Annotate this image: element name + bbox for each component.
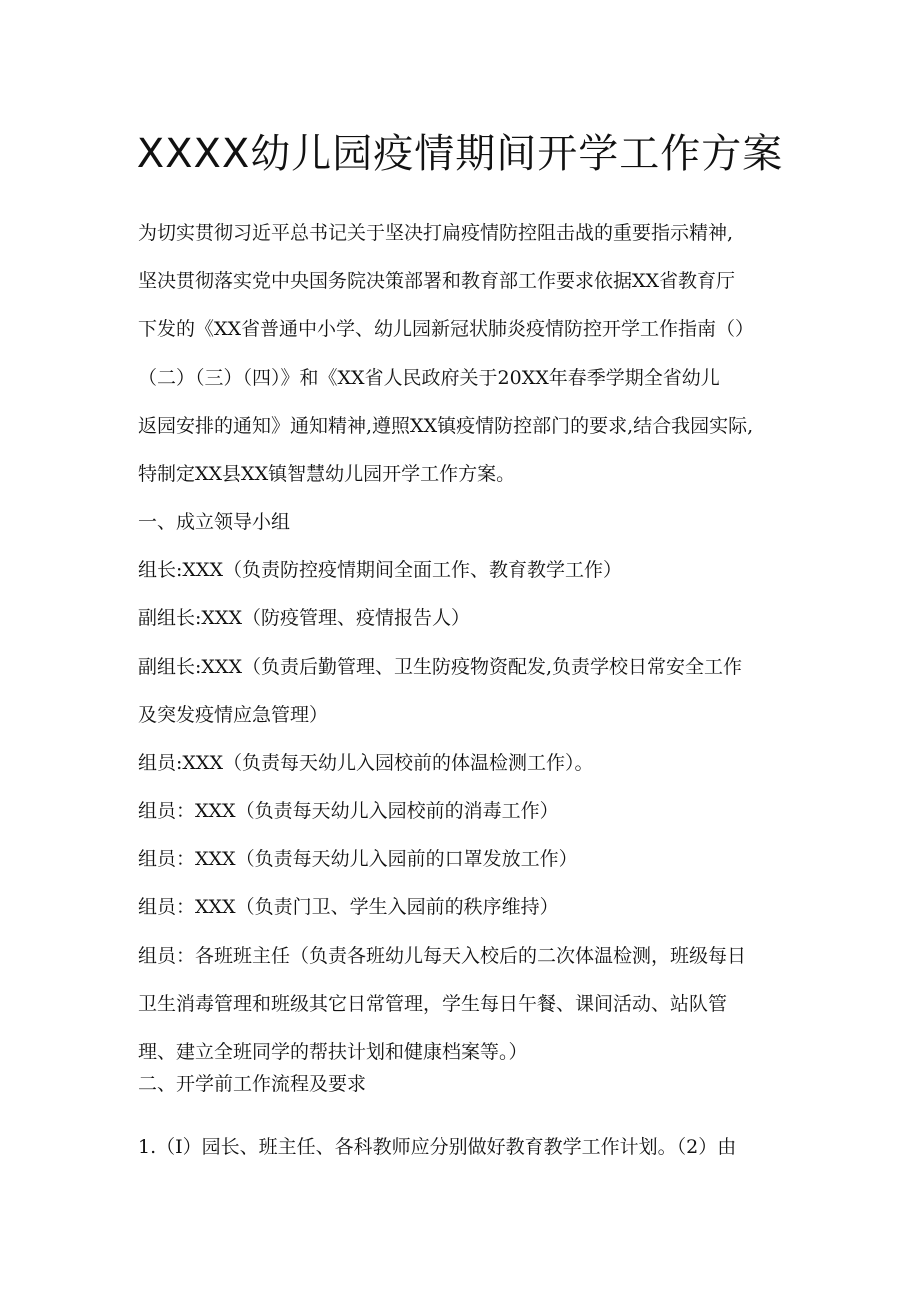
intro-line-3: 下发的《XX省普通中小学、幼儿园新冠状肺炎疫情防控开学工作指南（） [138, 318, 755, 340]
member-line: 组员：XXX（负责每天幼儿入园前的口罩发放工作） [138, 848, 578, 870]
member-line: 及突发疫情应急管理） [138, 704, 329, 726]
intro-line-5: 返园安排的通知》通知精神,遵照XX镇疫情防控部门的要求,结合我园实际, [138, 415, 754, 437]
member-line: 组员:XXX（负责每天幼儿入园校前的体温检测工作）。 [138, 752, 594, 774]
workflow-line: 1.（I）园长、班主任、各科教师应分别做好教育教学工作计划。（2）由 [138, 1136, 737, 1158]
intro-line-6: 特制定XX县XX镇智慧幼儿园开学工作方案。 [138, 463, 516, 485]
member-line: 组员：XXX（负责每天幼儿入园校前的消毒工作） [138, 800, 559, 822]
member-line: 副组长:XXX（防疫管理、疫情报告人） [138, 607, 470, 629]
intro-line-2: 坚决贯彻落实党中央国务院决策部署和教育部工作要求依据XX省教育厅 [138, 270, 736, 292]
section-heading-leadership-group: 一、成立领导小组 [138, 511, 291, 533]
member-line: 组员：XXX（负责门卫、学生入园前的秩序维持） [138, 896, 559, 918]
intro-line-1: 为切实贯彻习近平总书记关于坚决打扁疫情防控阻击战的重要指示精神, [138, 222, 734, 244]
document-title: XXXX幼儿园疫情期间开学工作方案 [136, 131, 784, 177]
section-heading-pre-opening-workflow: 二、开学前工作流程及要求 [138, 1073, 367, 1095]
member-line: 副组长:XXX（负责后勤管理、卫生防疫物资配发,负责学校日常安全工作 [138, 656, 743, 678]
member-line: 卫生消毒管理和班级其它日常管理，学生每日午餐、课间活动、站队管 [138, 993, 728, 1015]
intro-line-4: （二）（三）（四）》和《XX省人民政府关于20XX年春季学期全省幼儿 [138, 367, 720, 389]
member-line: 组长:XXX（负责防控疫情期间全面工作、教育教学工作） [138, 559, 622, 581]
member-line: 理、建立全班同学的帮扶计划和健康档案等。） [138, 1041, 528, 1063]
member-line: 组员：各班班主任（负责各班幼儿每天入校后的二次体温检测，班级每日 [138, 945, 747, 967]
